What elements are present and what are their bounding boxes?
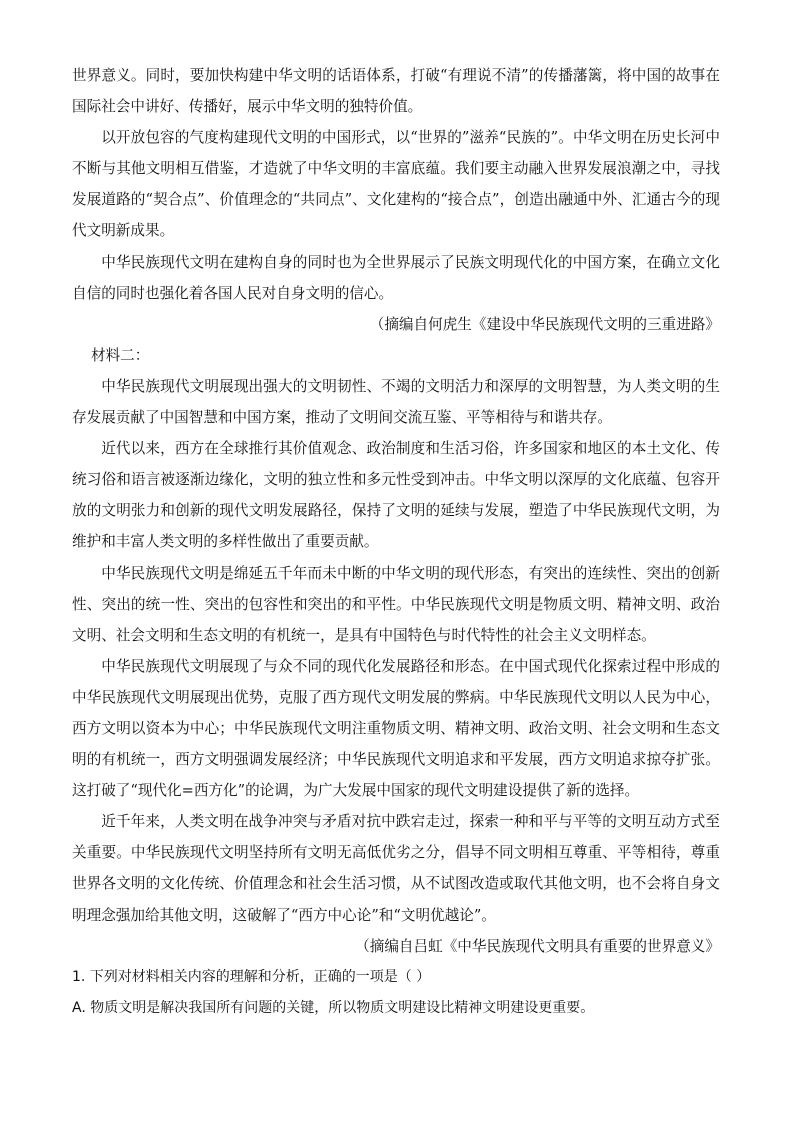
material1-paragraph-2: 以开放包容的气度构建现代文明的中国形式，以“世界的”滋养“民族的”。中华文明在历史长河中不断与其他文明相互借鉴，才造就了中华文明的丰富底蕴。我们要主动融入世界发展浪潮之中，寻找发展道路的“契合点”、价值理念的“共同点”、文化建构的“接合点”，创造出融通中外、汇通古今的现代文明新成果。 [72, 129, 720, 240]
material2-paragraph-1: 中华民族现代文明展现出强大的文明韧性、不竭的文明活力和深厚的文明智慧，为人类文明的生存发展贡献了中国智慧和中国方案，推动了文明间交流互鉴、平等相待与和谐共存。 [72, 377, 720, 427]
document-page [72, 60, 720, 1024]
question-1-option-a: A. 物质文明是解决我国所有问题的关键，所以物质文明建设比精神文明建设更重要。 [72, 999, 595, 1016]
material2-paragraph-3: 中华民族现代文明是绵延五千年而未中断的中华文明的现代形态，有突出的连续性、突出的创新性、突出的统一性、突出的包容性和突出的和平性。中华民族现代文明是物质文明、精神文明、政治文明、社会文明和生态文明的有机统一，是具有中国特色与时代特性的社会主义文明样态。 [72, 564, 720, 644]
material2-label: 材料二： [90, 346, 150, 364]
material2-paragraph-4: 中华民族现代文明展现了与众不同的现代化发展路径和形态。在中国式现代化探索过程中形成的中华民族现代文明展现出优势，克服了西方现代文明发展的弊病。中华民族现代文明以人民为中心，西方文明以资本为中心；中华民族现代文明注重物质文明、精神文明、政治文明、社会文明和生态文明的有机统一，西方文明强调发展经济；中华民族现代文明追求和平发展，西方文明追求掠夺扩张。这打破了“现代化=西方化”的论调，为广大发展中国家的现代文明建设提供了新的选择。 [72, 657, 720, 800]
material2-source: （摘编自吕虹《中华民族现代文明具有重要的世界意义》 [355, 937, 720, 955]
material1-paragraph-3: 中华民族现代文明在建构自身的同时也为全世界展示了民族文明现代化的中国方案，在确立文化自信的同时也强化着各国人民对自身文明的信心。 [72, 253, 720, 302]
material2-paragraph-5: 近千年来，人类文明在战争冲突与矛盾对抗中跌宕走过，探索一种和平与平等的文明互动方式至关重要。中华民族现代文明坚持所有文明无高低优劣之分，倡导不同文明相互尊重、平等相待，尊重世界各文明的文化传统、价值理念和社会生活习惯，从不试图改造或取代其他文明，也不会将自身文明理念强加给其他文明，这破解了“西方中心论”和“文明优越论”。 [72, 813, 720, 924]
material1-source: （摘编自何虎生《建设中华民族现代文明的三重进路》 [369, 315, 720, 333]
question-1-stem: 1. 下列对材料相关内容的理解和分析，正确的一项是（ ） [72, 968, 431, 985]
material2-paragraph-2: 近代以来，西方在全球推行其价值观念、政治制度和生活习俗，许多国家和地区的本土文化、传统习俗和语言被逐渐边缘化，文明的独立性和多元性受到冲击。中华文明以深厚的文化底蕴、包容开放的文明张力和创新的现代文明发展路径，保持了文明的延续与发展，塑造了中华民族现代文明，为维护和丰富人类文明的多样性做出了重要贡献。 [72, 440, 720, 551]
material1-paragraph-continued: 世界意义。同时，要加快构建中华文明的话语体系，打破“有理说不清”的传播藩篱，将中国的故事在国际社会中讲好、传播好，展示中华文明的独特价值。 [72, 67, 720, 116]
